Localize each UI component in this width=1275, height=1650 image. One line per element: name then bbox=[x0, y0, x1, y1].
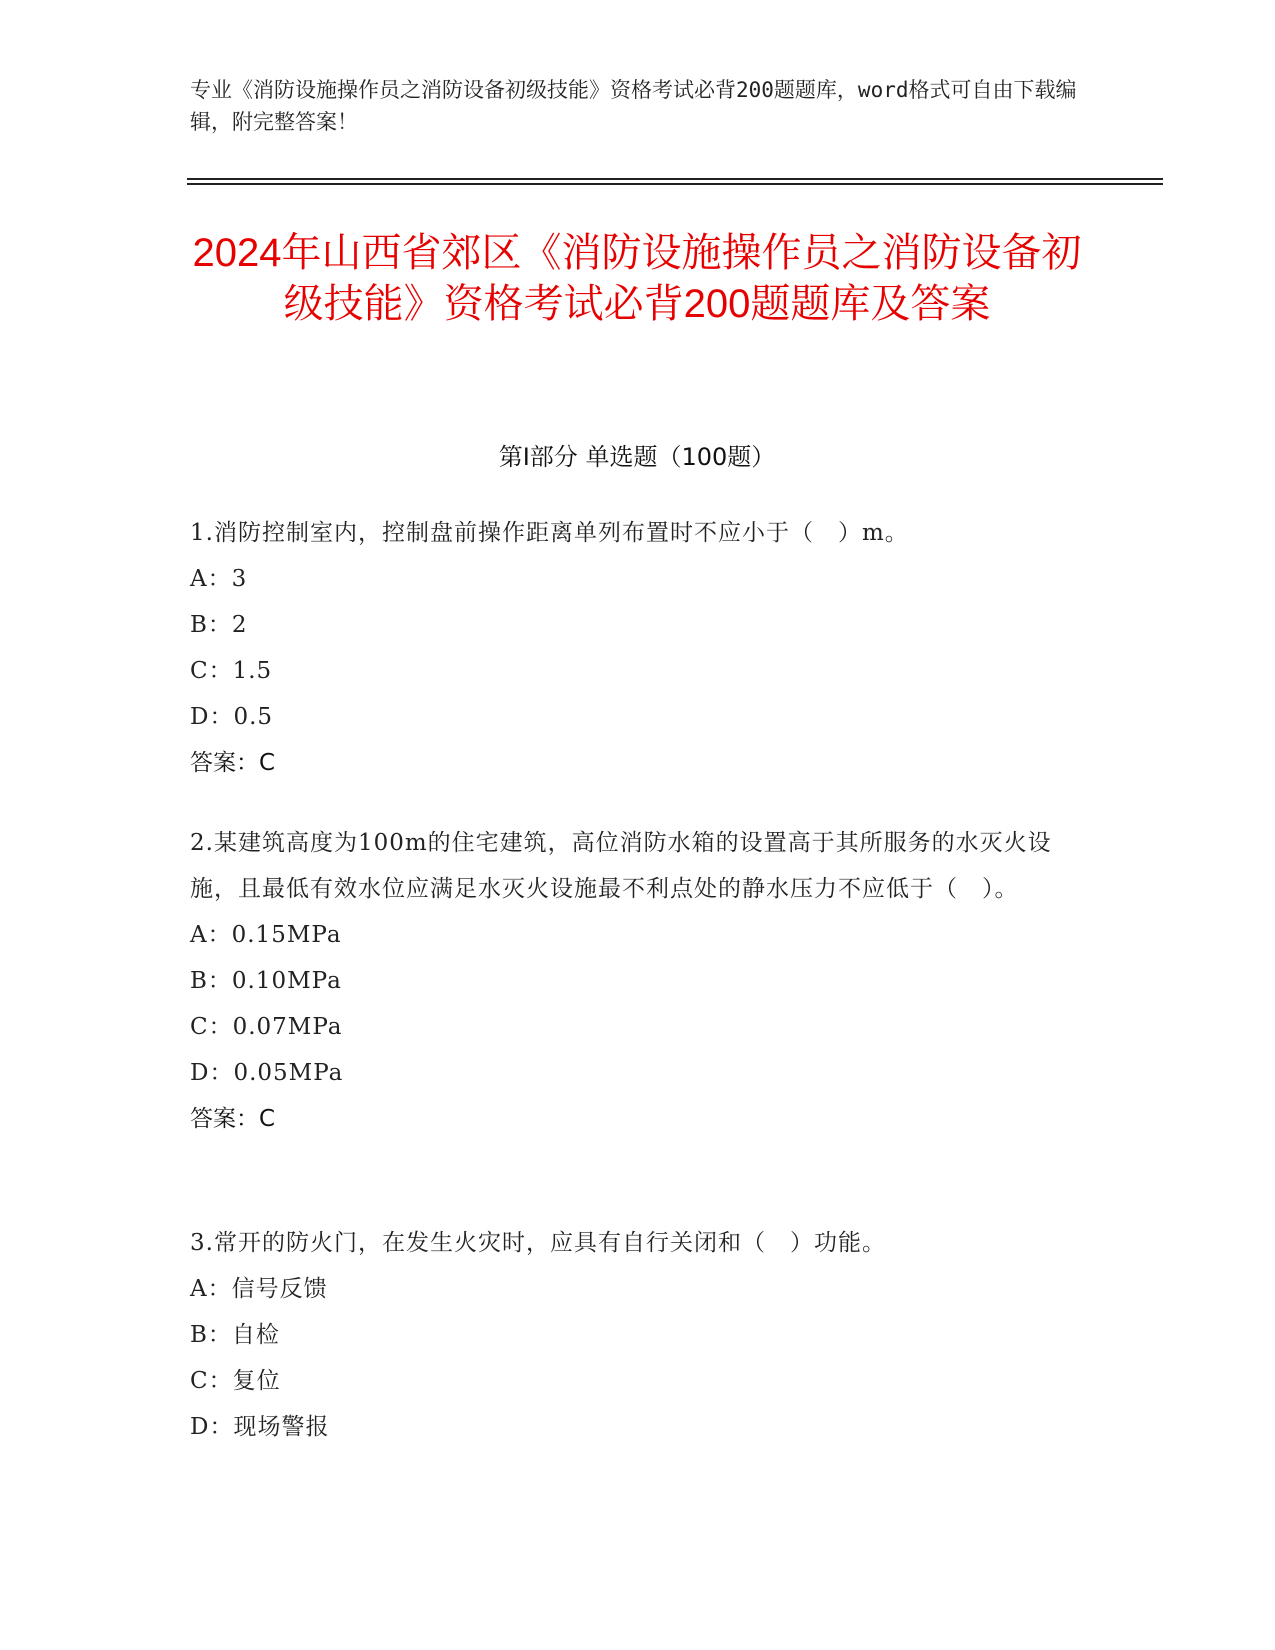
question-text: 3.常开的防火门，在发生火灾时，应具有自行关闭和（ ）功能。 bbox=[190, 1230, 886, 1256]
option-b: B：自检 bbox=[190, 1322, 280, 1348]
document-title: 2024年山西省郊区《消防设施操作员之消防设备初级技能》资格考试必背200题题库及答案 bbox=[192, 231, 1082, 326]
answer: 答案：C bbox=[190, 1106, 276, 1132]
option-a: A：3 bbox=[190, 566, 248, 592]
option-d: D：0.5 bbox=[190, 704, 274, 730]
option-c: C：0.07MPa bbox=[190, 1014, 343, 1040]
option-c: C：1.5 bbox=[190, 658, 273, 684]
option-b: B：2 bbox=[190, 612, 248, 638]
option-d: D：现场警报 bbox=[190, 1414, 330, 1440]
option-c: C：复位 bbox=[190, 1368, 281, 1394]
option-b: B：0.10MPa bbox=[190, 968, 342, 994]
question-text: 1.消防控制室内，控制盘前操作距离单列布置时不应小于（ ）m。 bbox=[190, 520, 909, 546]
section-title: 第Ⅰ部分 单选题（100题） bbox=[498, 443, 776, 471]
question-1 bbox=[190, 510, 1090, 786]
question-text: 2.某建筑高度为100m的住宅建筑，高位消防水箱的设置高于其所服务的水灭火设施，且最低有效水位应满足水灭火设施最不利点处的静水压力不应低于（ ）。 bbox=[190, 830, 1052, 902]
header-divider-bottom bbox=[187, 183, 1163, 185]
answer: 答案：C bbox=[190, 750, 276, 776]
question-3 bbox=[190, 1220, 1090, 1450]
question-2 bbox=[190, 820, 1090, 1142]
option-a: A：信号反馈 bbox=[190, 1276, 328, 1302]
header-note: 专业《消防设施操作员之消防设备初级技能》资格考试必背200题题库，word格式可自由下载编辑，附完整答案！ bbox=[190, 78, 1077, 134]
option-a: A：0.15MPa bbox=[190, 922, 342, 948]
header-divider-top bbox=[187, 178, 1163, 180]
option-d: D：0.05MPa bbox=[190, 1060, 344, 1086]
